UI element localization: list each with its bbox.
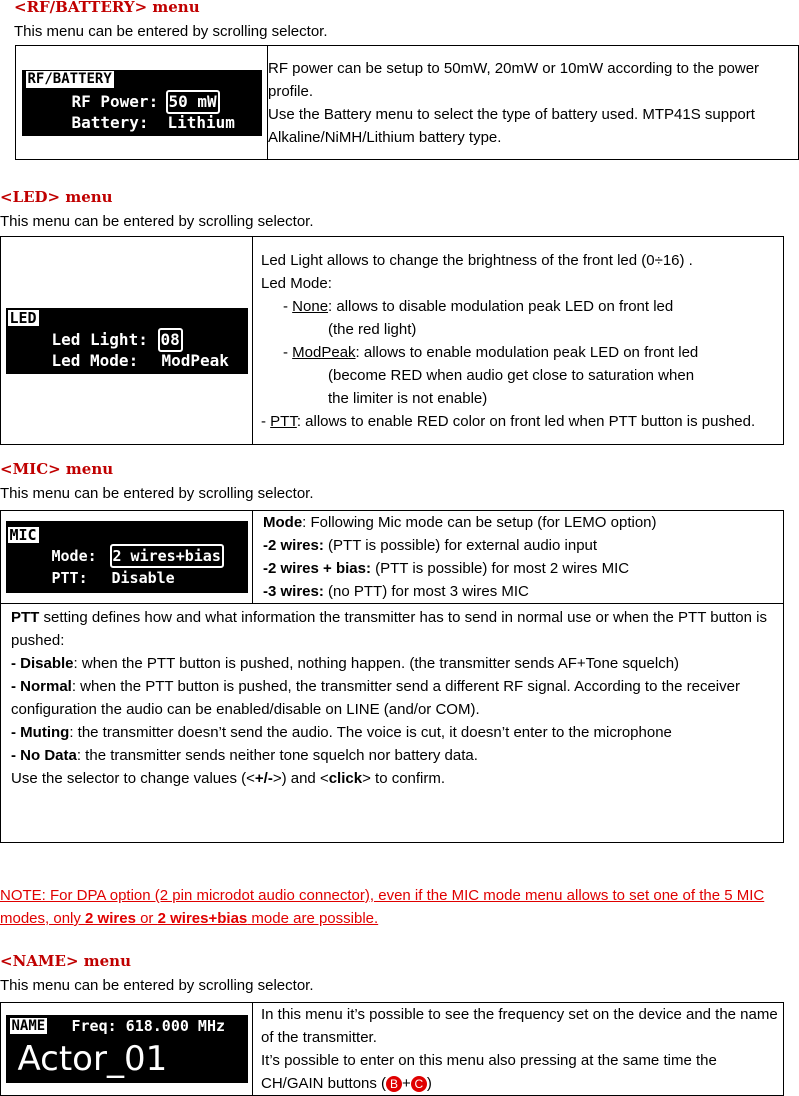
name-lcd-screen xyxy=(6,1015,248,1083)
note-part-c: or xyxy=(135,910,158,927)
mic-lcd-mode-label: Mode: xyxy=(51,547,97,565)
mic-disable-desc: : when the PTT button is pushed, nothing happen. (the transmitter sends AF+Tone squelch) xyxy=(73,655,680,672)
led-modpeak-desc-2: (become RED when audio get close to saturation when xyxy=(328,366,695,384)
mic-selector-e: > to confirm. xyxy=(362,770,446,787)
mic-selector-c: >) and < xyxy=(272,770,329,787)
rf-intro: This menu can be entered by scrolling selector. xyxy=(14,23,328,40)
mic-normal-term: - Normal xyxy=(11,678,72,695)
mic-heading: <MIC> menu xyxy=(0,460,114,478)
led-heading: <LED> menu xyxy=(0,188,113,206)
mic-normal-line xyxy=(11,675,773,721)
mic-2w-term: -2 wires: xyxy=(263,537,324,554)
rf-lcd-cell xyxy=(16,46,268,160)
rf-desc-1: RF power can be setup to 50mW, 20mW or 10mW according to the power profile. xyxy=(268,59,760,100)
name-desc-2 xyxy=(261,1049,783,1095)
note-part-b: 2 wires xyxy=(85,910,136,927)
mic-2w-line xyxy=(263,534,783,557)
mic-2wb-desc: (PTT is possible) for most 2 wires MIC xyxy=(370,560,630,577)
mic-2wb-term: -2 wires + bias: xyxy=(263,560,371,577)
mic-muting-desc: : the transmitter doesn’t send the audio. The voice is cut, it doesn’t enter to the microphone xyxy=(69,724,672,741)
note-part-d: 2 wires+bias xyxy=(157,910,248,927)
rf-table xyxy=(15,45,799,160)
mic-3w-term: -3 wires: xyxy=(263,583,324,600)
led-lcd-cell xyxy=(1,237,253,445)
rf-lcd-title: RF/BATTERY xyxy=(27,70,112,87)
mic-muting-line xyxy=(11,721,773,744)
mic-ptt-line xyxy=(11,606,773,652)
rf-lcd-power-value: 50 mW xyxy=(166,90,220,114)
name-desc-2a: It’s possible to enter on this menu also pressing at the same time the CH/GAIN buttons ( xyxy=(261,1052,717,1092)
rf-lcd-battery-value: Lithium xyxy=(167,112,235,132)
name-table xyxy=(0,1002,784,1096)
button-c-icon: C xyxy=(411,1076,427,1092)
led-desc-cell xyxy=(253,237,784,445)
led-modpeak-desc-1: : allows to enable modulation peak LED on front led xyxy=(355,343,699,361)
led-lcd-title: LED xyxy=(9,308,37,327)
rf-lcd-screen xyxy=(22,70,262,136)
led-modpeak-term: ModPeak xyxy=(292,343,356,361)
name-lcd-freq: Freq: 618.000 MHz xyxy=(71,1017,226,1035)
led-ptt-term: PTT xyxy=(270,412,297,430)
led-modpeak-item: - ModPeak: allows to enable modulation peak LED on front led xyxy=(283,343,699,361)
note-part-a: NOTE: For DPA option (2 pin microdot audio connector), even if the MIC mode menu allows to set one of the 5 MIC modes, only xyxy=(0,887,765,927)
mic-selector-b: +/- xyxy=(254,770,273,787)
mic-3w-line xyxy=(263,580,783,603)
led-ptt-desc: : allows to enable RED color on front led when PTT button is pushed. xyxy=(296,412,756,430)
name-desc-cell xyxy=(253,1003,784,1096)
mic-lcd-title: MIC xyxy=(9,526,37,544)
mic-2wb-line xyxy=(263,557,783,580)
mic-3w-desc: (no PTT) for most 3 wires MIC xyxy=(323,583,529,600)
led-light-desc: Led Light allows to change the brightness of the front led (0÷16) . xyxy=(261,251,693,269)
mic-ptt-cell xyxy=(1,604,784,843)
mic-ptt-term: PTT xyxy=(11,609,40,626)
rf-lcd-power-label: RF Power: xyxy=(71,91,159,111)
led-none-desc-2: (the red light) xyxy=(328,320,417,338)
mic-nodata-desc: : the transmitter sends neither tone squelch nor battery data. xyxy=(76,747,478,764)
led-ptt-item: - PTT: allows to enable RED color on front led when PTT button is pushed. xyxy=(261,412,756,430)
name-intro: This menu can be entered by scrolling selector. xyxy=(0,977,314,994)
rf-desc-2: Use the Battery menu to select the type of battery used. MTP41S support Alkaline/NiMH/Lithium battery type. xyxy=(268,105,755,146)
name-lcd-cell xyxy=(1,1003,253,1096)
mic-ptt-desc: setting defines how and what information the transmitter has to send in normal use or when the PTT button is pushed: xyxy=(11,609,767,649)
mic-lcd-ptt-label: PTT: xyxy=(51,569,88,587)
led-lcd-light-value: 08 xyxy=(158,328,183,352)
mic-lcd-ptt-value: Disable xyxy=(111,569,175,587)
dpa-note xyxy=(0,884,792,930)
name-lcd-name: Actor_01 xyxy=(17,1039,168,1079)
name-heading: <NAME> menu xyxy=(0,952,131,970)
name-desc-1: In this menu it’s possible to see the frequency set on the device and the name of the transmitter. xyxy=(261,1006,778,1046)
rf-lcd-battery-label: Battery: xyxy=(71,112,149,132)
mic-2w-desc: (PTT is possible) for external audio input xyxy=(323,537,598,554)
mic-desc-cell xyxy=(253,511,784,604)
led-mode-label: Led Mode: xyxy=(261,274,332,292)
led-lcd-screen xyxy=(6,308,248,374)
led-lcd-light-label: Led Light: xyxy=(51,329,148,349)
rf-desc-cell xyxy=(268,46,799,160)
led-lcd-mode-label: Led Mode: xyxy=(51,350,139,370)
mic-nodata-line xyxy=(11,744,773,767)
led-none-desc-1: : allows to disable modulation peak LED on front led xyxy=(328,297,674,315)
mic-mode-line xyxy=(263,511,783,534)
mic-intro: This menu can be entered by scrolling selector. xyxy=(0,485,314,502)
led-intro: This menu can be entered by scrolling selector. xyxy=(0,213,314,230)
mic-selector-d: click xyxy=(328,770,363,787)
mic-muting-term: - Muting xyxy=(11,724,70,741)
rf-heading: <RF/BATTERY> menu xyxy=(14,0,200,16)
name-lcd-title: NAME xyxy=(11,1018,46,1034)
mic-nodata-term: - No Data xyxy=(11,747,77,764)
button-b-icon: B xyxy=(386,1076,402,1092)
led-none-item: - None: allows to disable modulation peak LED on front led xyxy=(283,297,674,315)
note-part-e: mode are possible. xyxy=(247,910,379,927)
mic-normal-desc: : when the PTT button is pushed, the transmitter send a different RF signal. According to the receiver configuration the audio can be enabled/disable on LINE (and/or COM). xyxy=(11,678,740,718)
mic-mode-term: Mode xyxy=(263,514,303,531)
mic-selector-a: Use the selector to change values (< xyxy=(11,770,255,787)
led-lcd-mode-value: ModPeak xyxy=(161,350,229,370)
mic-table xyxy=(0,510,784,843)
mic-lcd-cell xyxy=(1,511,253,604)
name-desc-2b: ) xyxy=(426,1075,432,1092)
led-none-term: None xyxy=(292,297,329,315)
led-table xyxy=(0,236,784,445)
mic-lcd-screen xyxy=(6,521,248,593)
name-plus: + xyxy=(402,1075,411,1092)
led-modpeak-desc-3: the limiter is not enable) xyxy=(328,389,488,407)
mic-lcd-mode-value: 2 wires+bias xyxy=(110,544,224,568)
mic-mode-desc: : Following Mic mode can be setup (for LEMO option) xyxy=(302,514,657,531)
mic-disable-line xyxy=(11,652,773,675)
mic-disable-term: - Disable xyxy=(11,655,74,672)
mic-selector-line xyxy=(11,767,773,790)
